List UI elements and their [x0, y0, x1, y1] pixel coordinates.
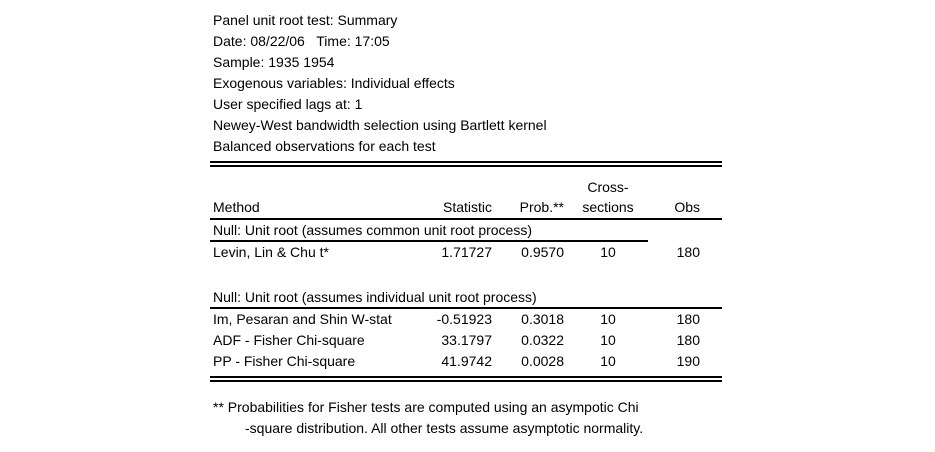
cell-cross: 10 [600, 353, 616, 369]
cell-cross: 10 [600, 244, 616, 260]
cell-statistic: -0.51923 [436, 311, 492, 327]
cell-prob: 0.3018 [521, 311, 564, 327]
cell-prob: 0.0322 [521, 332, 564, 348]
cell-obs: 190 [676, 353, 700, 369]
table-row [210, 351, 722, 372]
header-line-exogenous: Exogenous variables: Individual effects [213, 75, 455, 91]
header-line-date-time: Date: 08/22/06 Time: 17:05 [213, 33, 390, 49]
footnote-line-2: -square distribution. All other tests assume asymptotic normality. [245, 420, 644, 436]
cell-method: Levin, Lin & Chu t* [213, 244, 329, 260]
table-row [210, 309, 722, 330]
cell-obs: 180 [676, 244, 700, 260]
table-row [210, 242, 722, 263]
cell-method: ADF - Fisher Chi-square [213, 332, 365, 348]
header-line-sample: Sample: 1935 1954 [213, 54, 335, 70]
cell-method: Im, Pesaran and Shin W-stat [213, 311, 392, 327]
column-header-prob: Prob.** [519, 199, 564, 215]
column-header-row [210, 197, 722, 218]
summary-header-block [210, 10, 722, 157]
cell-obs: 180 [676, 311, 700, 327]
output-content [210, 10, 722, 439]
column-header-row-upper [210, 167, 722, 197]
cell-statistic: 41.9742 [441, 353, 492, 369]
cell-prob: 0.9570 [521, 244, 564, 260]
table-bottom-rule [210, 376, 722, 382]
cell-method: PP - Fisher Chi-square [213, 353, 356, 369]
column-header-cross-line1: Cross- [587, 179, 629, 195]
cell-cross: 10 [600, 311, 616, 327]
cell-prob: 0.0028 [521, 353, 564, 369]
results-table [210, 161, 722, 382]
header-line-bandwidth: Newey-West bandwidth selection using Bartlett kernel [213, 117, 547, 133]
cell-cross: 10 [600, 332, 616, 348]
cell-statistic: 1.71727 [441, 244, 492, 260]
section-title-common-null: Null: Unit root (assumes common unit root process) [213, 222, 532, 238]
header-line-title: Panel unit root test: Summary [213, 12, 398, 28]
column-header-statistic: Statistic [442, 199, 492, 215]
cell-statistic: 33.1797 [441, 332, 492, 348]
section-title-individual-null: Null: Unit root (assumes individual unit root process) [213, 289, 537, 305]
column-header-method: Method [213, 199, 260, 215]
footnote [210, 397, 722, 439]
header-line-lags: User specified lags at: 1 [213, 96, 363, 112]
section-gap [210, 263, 722, 287]
cell-obs: 180 [676, 332, 700, 348]
header-line-balanced: Balanced observations for each test [213, 138, 436, 154]
column-header-cross-line2: sections [582, 199, 634, 215]
table-row [210, 330, 722, 351]
footnote-line-1: ** Probabilities for Fisher tests are computed using an asympotic Chi [213, 399, 639, 415]
column-header-obs: Obs [674, 199, 700, 215]
